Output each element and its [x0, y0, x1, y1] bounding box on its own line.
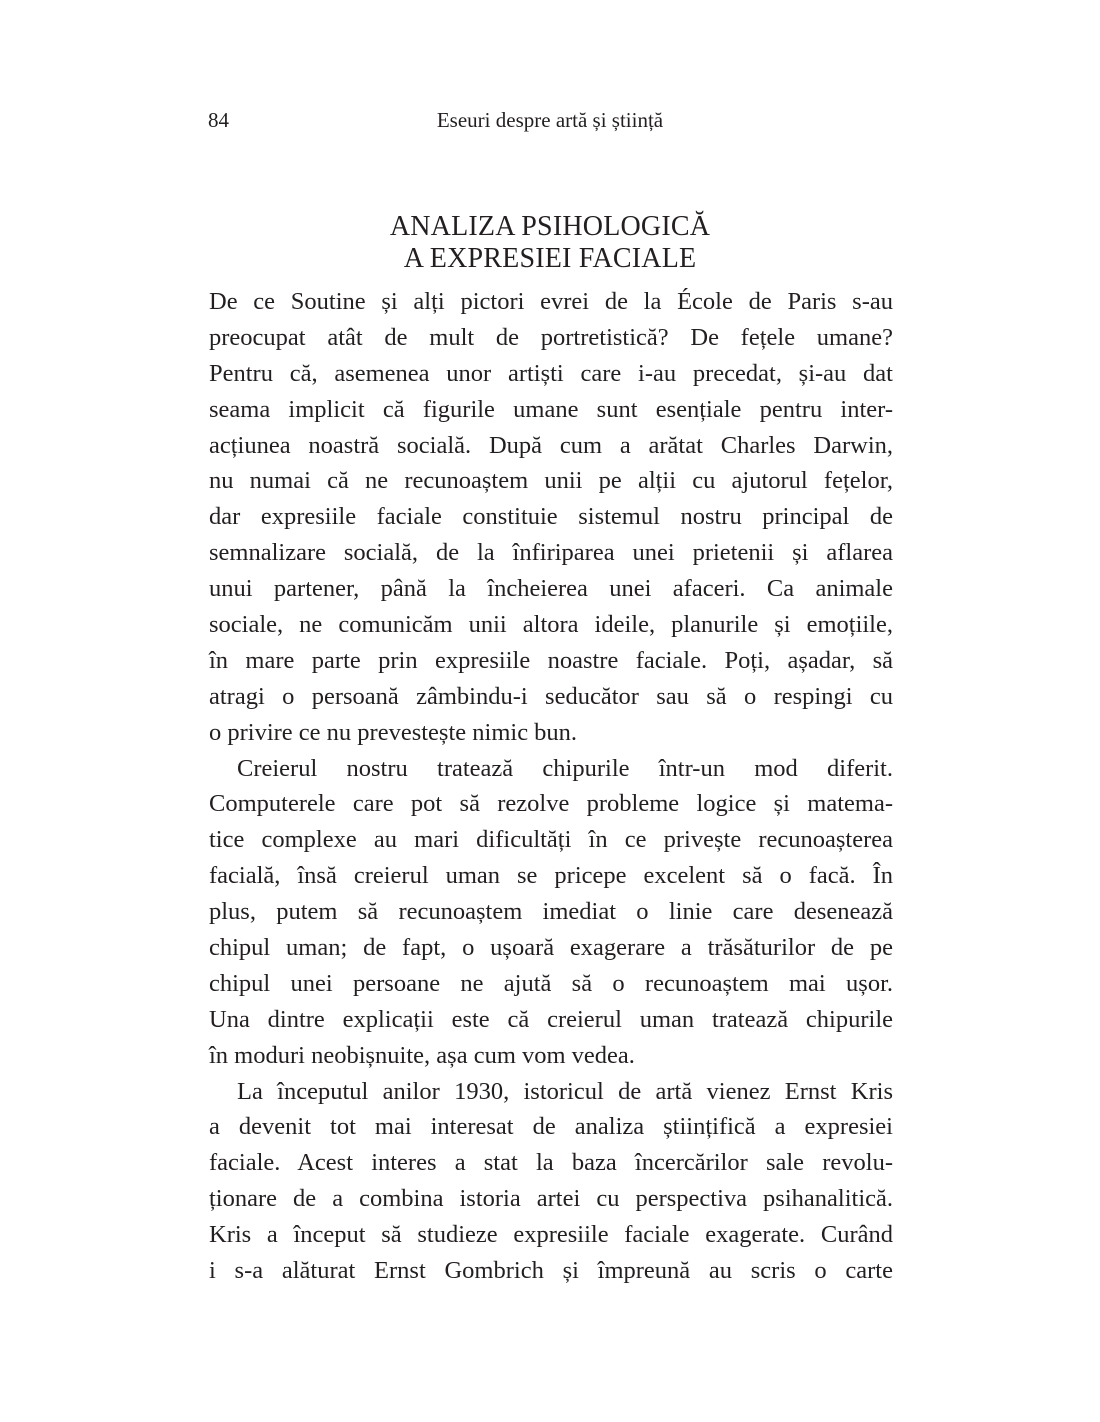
text-line: semnalizare socială, de la înfiriparea unei prietenii și aflarea	[209, 539, 893, 567]
text-line: Creierul nostru tratează chipurile într-un mod diferit.	[237, 754, 893, 782]
text-line: La începutul anilor 1930, istoricul de artă vienez Ernst Kris	[237, 1077, 893, 1105]
text-line: seama implicit că figurile umane sunt esențiale pentru inter-	[209, 395, 893, 423]
text-line: chipul uman; de fapt, o ușoară exagerare a trăsăturilor de pe	[209, 934, 893, 962]
text-line: o privire ce nu prevestește nimic bun.	[209, 718, 578, 746]
text-line: sociale, ne comunicăm unii altora ideile, planurile și emoțiile,	[209, 611, 893, 639]
page-number: 84	[208, 108, 229, 132]
text-line: faciale. Acest interes a stat la baza încercărilor sale revolu-	[209, 1149, 893, 1177]
chapter-title-line: A EXPRESIEI FACIALE	[403, 243, 697, 274]
text-line: acțiunea noastră socială. După cum a arătat Charles Darwin,	[209, 431, 893, 459]
running-header: Eseuri despre artă și știință	[436, 108, 664, 132]
text-line: plus, putem să recunoaștem imediat o linie care desenează	[209, 898, 893, 926]
text-line: nu numai că ne recunoaștem unii pe alții cu ajutorul fețelor,	[209, 467, 893, 495]
text-line: preocupat atât de mult de portretistică? De fețele umane?	[209, 323, 893, 351]
text-line: i s-a alăturat Ernst Gombrich și împreună au scris o carte	[209, 1257, 893, 1285]
text-line: ționare de a combina istoria artei cu perspectiva psihanalitică.	[209, 1185, 893, 1213]
text-line: atragi o persoană zâmbindu-i seducător sau să o respingi cu	[209, 682, 893, 710]
text-line: a devenit tot mai interesat de analiza științifică a expresiei	[209, 1113, 893, 1141]
text-line: Kris a început să studieze expresiile faciale exagerate. Curând	[209, 1221, 893, 1249]
text-line: Pentru că, asemenea unor artiști care i-au precedat, și-au dat	[209, 359, 893, 387]
text-line: dar expresiile faciale constituie sistemul nostru principal de	[209, 503, 893, 531]
text-line: tice complexe au mari dificultăți în ce privește recunoașterea	[209, 826, 893, 854]
text-line: chipul unei persoane ne ajută să o recunoaștem mai ușor.	[209, 969, 893, 997]
chapter-title-line: ANALIZA PSIHOLOGICĂ	[389, 211, 711, 242]
text-line: Una dintre explicații este că creierul uman tratează chipurile	[209, 1005, 893, 1033]
text-line: în mare parte prin expresiile noastre faciale. Poți, așadar, să	[209, 646, 893, 674]
text-line: în moduri neobișnuite, așa cum vom vedea.	[209, 1041, 635, 1069]
text-line: Computerele care pot să rezolve probleme logice și matema-	[209, 790, 893, 818]
text-line: De ce Soutine și alți pictori evrei de la École de Paris s-au	[209, 288, 893, 315]
text-line: unui partener, până la încheierea unei afaceri. Ca animale	[209, 575, 893, 603]
body-text	[209, 284, 893, 1289]
chapter-title	[0, 211, 1100, 275]
text-line: facială, însă creierul uman se pricepe excelent să o facă. În	[209, 862, 893, 890]
